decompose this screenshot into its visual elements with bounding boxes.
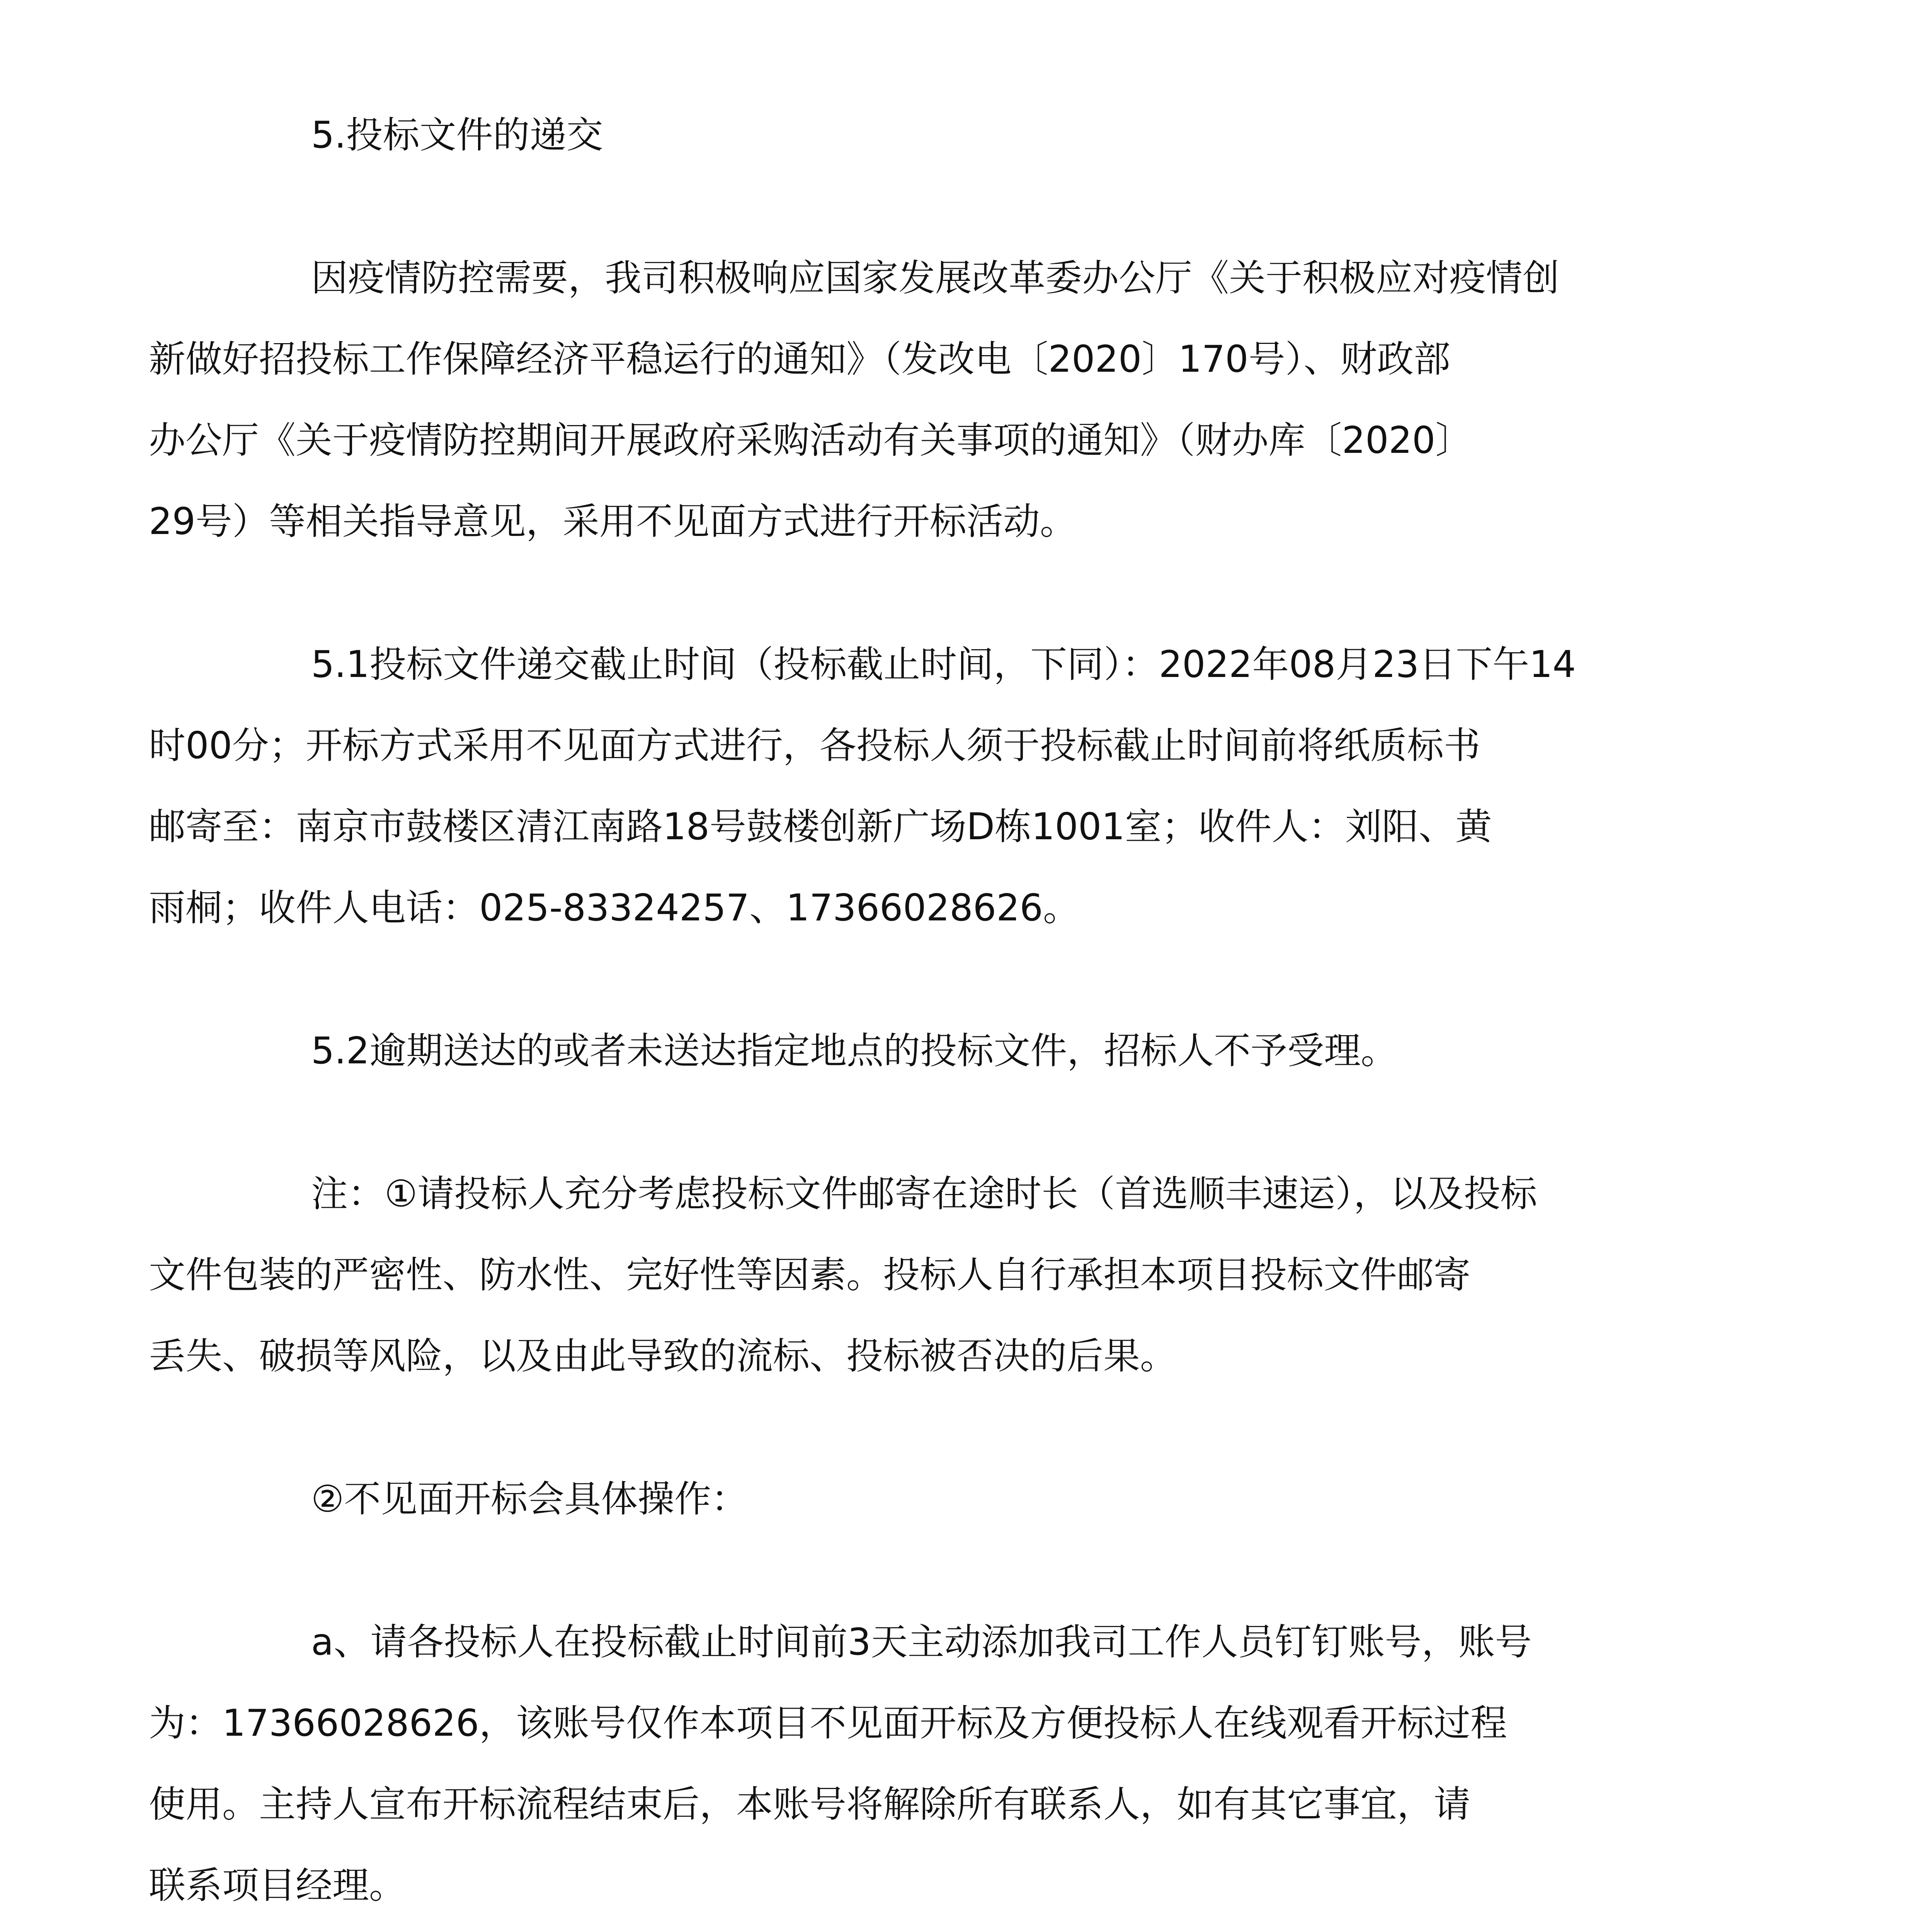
text-line: 新做好招投标工作保障经济平稳运行的通知》（发改电〔2020〕170号）、财政部: [149, 338, 1451, 381]
paragraph-epidemic-notice: [149, 238, 1695, 562]
text-line: 丢失、破损等风险，以及由此导致的流标、投标被否决的后果。: [149, 1335, 1177, 1378]
text-line: 5.1投标文件递交截止时间（投标截止时间，下同）：2022年08月23日下午14: [311, 643, 1576, 686]
text-line: a、请各投标人在投标截止时间前3天主动添加我司工作人员钉钉账号，账号: [311, 1621, 1532, 1663]
text-line: 5.2逾期送达的或者未送达指定地点的投标文件，招标人不予受理。: [311, 1030, 1398, 1072]
text-line: 时00分；开标方式采用不见面方式进行，各投标人须于投标截止时间前将纸质标书: [149, 724, 1480, 767]
text-line: 为：17366028626，该账号仅作本项目不见面开标及方便投标人在线观看开标过程: [149, 1702, 1507, 1745]
text-line: 注：①请投标人充分考虑投标文件邮寄在途时长（首选顺丰速运），以及投标: [311, 1173, 1537, 1215]
text-line: ②不见面开标会具体操作：: [311, 1478, 748, 1520]
text-line: 办公厅《关于疫情防控期间开展政府采购活动有关事项的通知》（财办库〔2020〕: [149, 419, 1472, 462]
text-line: 联系项目经理。: [149, 1864, 406, 1907]
text-line: 因疫情防控需要，我司积极响应国家发展改革委办公厅《关于积极应对疫情创: [311, 257, 1560, 299]
text-line: 使用。主持人宣布开标流程结束后，本账号将解除所有联系人，如有其它事宜，请: [149, 1783, 1471, 1826]
text-line: 雨桐；收件人电话：025-83324257、17366028626。: [149, 887, 1080, 929]
paragraph-note-2: [230, 1459, 1695, 1540]
text-line: 邮寄至：南京市鼓楼区清江南路18号鼓楼创新广场D栋1001室；收件人：刘阳、黄: [149, 806, 1492, 848]
text-line: 29号）等相关指导意见，采用不见面方式进行开标活动。: [149, 500, 1077, 543]
section-heading-5: [230, 95, 1695, 176]
text-line: 5.投标文件的递交: [311, 114, 603, 156]
paragraph-5-1-deadline: [149, 624, 1695, 949]
text-line: 文件包装的严密性、防水性、完好性等因素。投标人自行承担本项目投标文件邮寄: [149, 1254, 1471, 1296]
paragraph-note-1: [149, 1153, 1695, 1397]
paragraph-a-dingtalk: [149, 1602, 1695, 1926]
paragraph-5-2-late-delivery: [230, 1010, 1695, 1092]
